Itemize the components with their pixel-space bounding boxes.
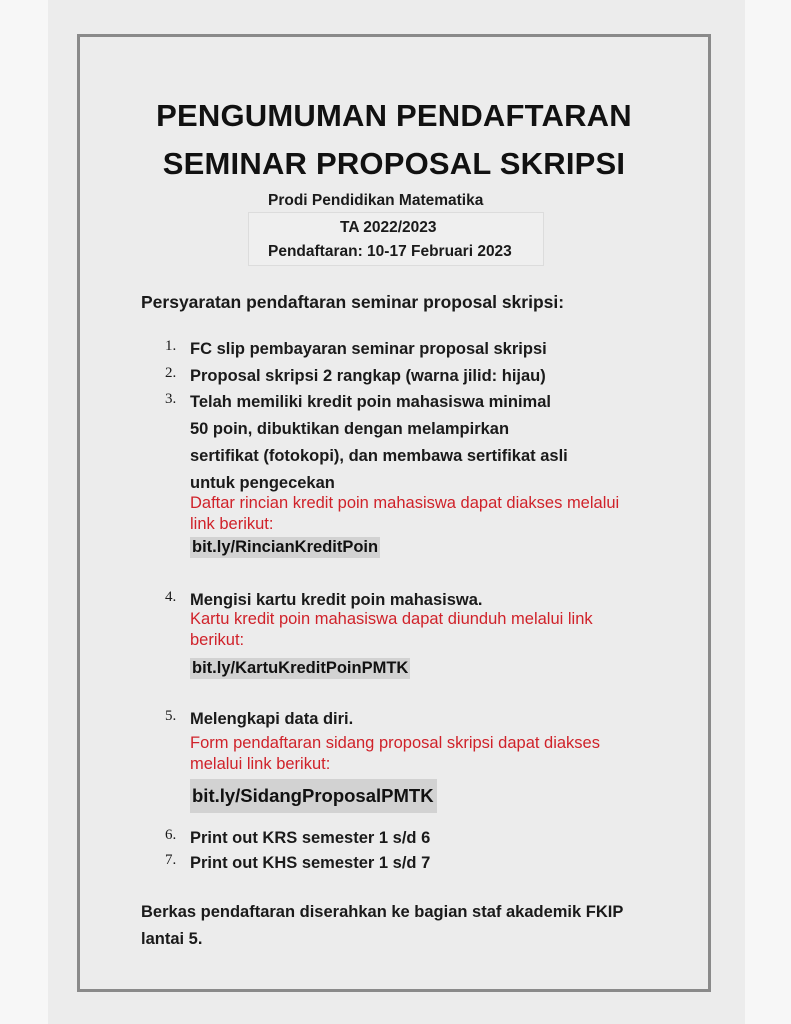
academic-year: TA 2022/2023	[340, 219, 437, 236]
item-4-note: Kartu kredit poin mahasiswa dapat diunduh melalui link berikut:	[190, 610, 593, 649]
item-5-note: Form pendaftaran sidang proposal skripsi dapat diakses melalui link berikut:	[190, 734, 600, 773]
registration-dates: Pendaftaran: 10-17 Februari 2023	[268, 243, 512, 260]
item-number: 5.	[165, 708, 177, 724]
link-kartu-kredit-poin[interactable]: bit.ly/KartuKreditPoinPMTK	[192, 659, 409, 677]
closing-note: Berkas pendaftaran diserahkan ke bagian staf akademik FKIP lantai 5.	[141, 903, 624, 948]
item-number: 4.	[165, 589, 177, 605]
item-number: 2.	[165, 365, 177, 381]
title-line-1: PENGUMUMAN PENDAFTARAN	[156, 98, 632, 133]
item-text: Print out KHS semester 1 s/d 7	[190, 854, 431, 872]
title-line-2: SEMINAR PROPOSAL SKRIPSI	[162, 146, 626, 181]
prodi-label: Prodi Pendidikan Matematika	[268, 192, 484, 209]
item-text: FC slip pembayaran seminar proposal skripsi	[190, 340, 547, 358]
item-text: Melengkapi data diri.	[190, 710, 354, 728]
item-number: 7.	[165, 852, 177, 868]
item-text: Telah memiliki kredit poin mahasiswa minimal 50 poin, dibuktikan dengan melampirkan sertifikat (fotokopi), dan membawa sertifikat asli untuk pengecekan	[190, 393, 568, 492]
item-text: Proposal skripsi 2 rangkap (warna jilid: hijau)	[190, 367, 546, 385]
requirements-intro: Persyaratan pendaftaran seminar proposal skripsi:	[141, 292, 565, 312]
item-text: Mengisi kartu kredit poin mahasiswa.	[190, 591, 483, 609]
item-text: Print out KRS semester 1 s/d 6	[190, 829, 431, 847]
link-sidang-proposal[interactable]: bit.ly/SidangProposalPMTK	[190, 779, 437, 813]
link-rincian-kredit-poin[interactable]: bit.ly/RincianKreditPoin	[192, 538, 379, 556]
item-number: 6.	[165, 827, 177, 843]
item-3-note: Daftar rincian kredit poin mahasiswa dapat diakses melalui link berikut:	[190, 494, 620, 533]
item-number: 1.	[165, 338, 177, 354]
item-number: 3.	[165, 391, 177, 407]
